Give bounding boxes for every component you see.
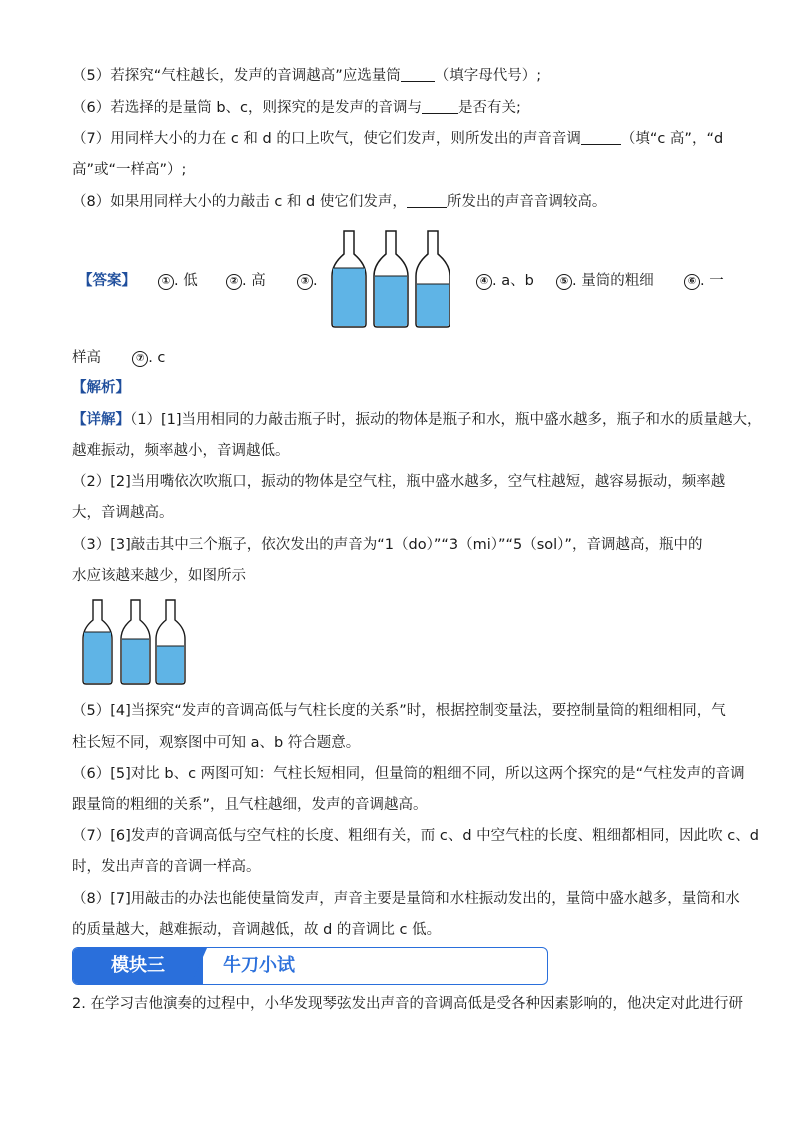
analysis-label: 【解析】 <box>72 380 130 396</box>
answer-5: ⑤ . 量筒的粗细 <box>556 271 654 291</box>
analysis-p8-cont: 的质量越大，越难振动，音调越低，故 d 的音调比 c 低。 <box>72 922 442 938</box>
small-bottle-2 <box>121 600 150 684</box>
analysis-p6: （6）[5]对比 b、c 两图可知：气柱长短相同，但量筒的粗细不同，所以这两个探究的是“气柱发声的音调 <box>72 766 745 782</box>
analysis-p7: （7）[6]发声的音调高低与空气柱的长度、粗细有关，而 c、d 中空气柱的长度、粗细都相同，因此吹 c、d <box>72 828 759 844</box>
small-bottle-3 <box>156 600 185 684</box>
analysis-bottles-figure <box>82 598 186 686</box>
question-5: （5）若探究“气柱越长，发声的音调越高”应选量筒 （填字母代号）; <box>72 68 542 84</box>
bottle-1 <box>332 231 366 327</box>
question-7-cont: 高”或“一样高”）; <box>72 162 187 178</box>
bottle-2 <box>374 231 408 327</box>
module-banner <box>72 947 548 985</box>
small-water-2 <box>122 639 149 683</box>
analysis-p5-cont: 柱长短不同，观察图中可知 a、b 符合题意。 <box>72 735 361 751</box>
question-6: （6）若选择的是量筒 b、c，则探究的是发声的音调与 是否有关; <box>72 100 521 116</box>
small-water-1 <box>84 632 111 683</box>
answer-6: ⑥ . 一 <box>684 271 724 291</box>
answer-label: 【答案】 <box>78 273 136 289</box>
analysis-p1-cont: 越难振动，频率越小，音调越低。 <box>72 443 290 459</box>
water-2 <box>375 276 407 326</box>
question-7: （7）用同样大小的力在 c 和 d 的口上吹气，使它们发声，则所发出的声音音调 （填“c 高”，“d <box>72 131 724 147</box>
analysis-p2-cont: 大，音调越高。 <box>72 505 174 521</box>
module-number: 模块三 <box>73 948 203 984</box>
answer-blank <box>422 99 458 114</box>
small-bottle-1 <box>83 600 112 684</box>
small-water-3 <box>157 646 184 683</box>
answer-2: ② . 高 <box>226 271 266 291</box>
module-title: 牛刀小试 <box>223 955 295 976</box>
answer-row-2: 样高 ⑦ . c <box>72 350 166 366</box>
answer-1: ① . 低 <box>158 271 198 291</box>
question-8: （8）如果用同样大小的力敲击 c 和 d 使它们发声， 所发出的声音音调较高。 <box>72 194 607 210</box>
answer-blank <box>401 67 435 82</box>
bottle-3 <box>416 231 450 327</box>
next-question: 2. 在学习吉他演奏的过程中，小华发现琴弦发出声音的音调高低是受各种因素影响的，他决定对此进行研 <box>72 996 743 1012</box>
water-3 <box>417 284 449 326</box>
analysis-p6-cont: 跟量筒的粗细的关系”，且气柱越细，发声的音调越高。 <box>72 797 428 813</box>
analysis-p5: （5）[4]当探究“发声的音调高低与气柱长度的关系”时，根据控制变量法，要控制量筒的粗细相同，气 <box>72 703 726 719</box>
water-1 <box>333 268 365 326</box>
analysis-p2: （2）[2]当用嘴依次吹瓶口，振动的物体是空气柱，瓶中盛水越多，空气柱越短，越容易振动，频率越 <box>72 474 726 490</box>
analysis-p1: 【详解】（1）[1]当用相同的力敲击瓶子时，振动的物体是瓶子和水，瓶中盛水越多，瓶子和水的质量越大， <box>72 412 762 428</box>
bottles-figure <box>330 228 450 330</box>
answer-blank <box>581 130 621 145</box>
analysis-p3: （3）[3]敲击其中三个瓶子，依次发出的声音为“1（do）”“3（mi）”“5（sol）”，音调越高，瓶中的 <box>72 537 703 553</box>
answer-blank <box>407 193 447 208</box>
answer-4: ④ . a、b <box>476 271 534 291</box>
analysis-p7-cont: 时，发出声音的音调一样高。 <box>72 859 261 875</box>
analysis-p3-cont: 水应该越来越少，如图所示 <box>72 568 246 584</box>
analysis-p8: （8）[7]用敲击的办法也能使量筒发声，声音主要是量筒和水柱振动发出的，量筒中盛水越多，量筒和水 <box>72 891 740 907</box>
answer-3: ③ . <box>297 271 318 291</box>
